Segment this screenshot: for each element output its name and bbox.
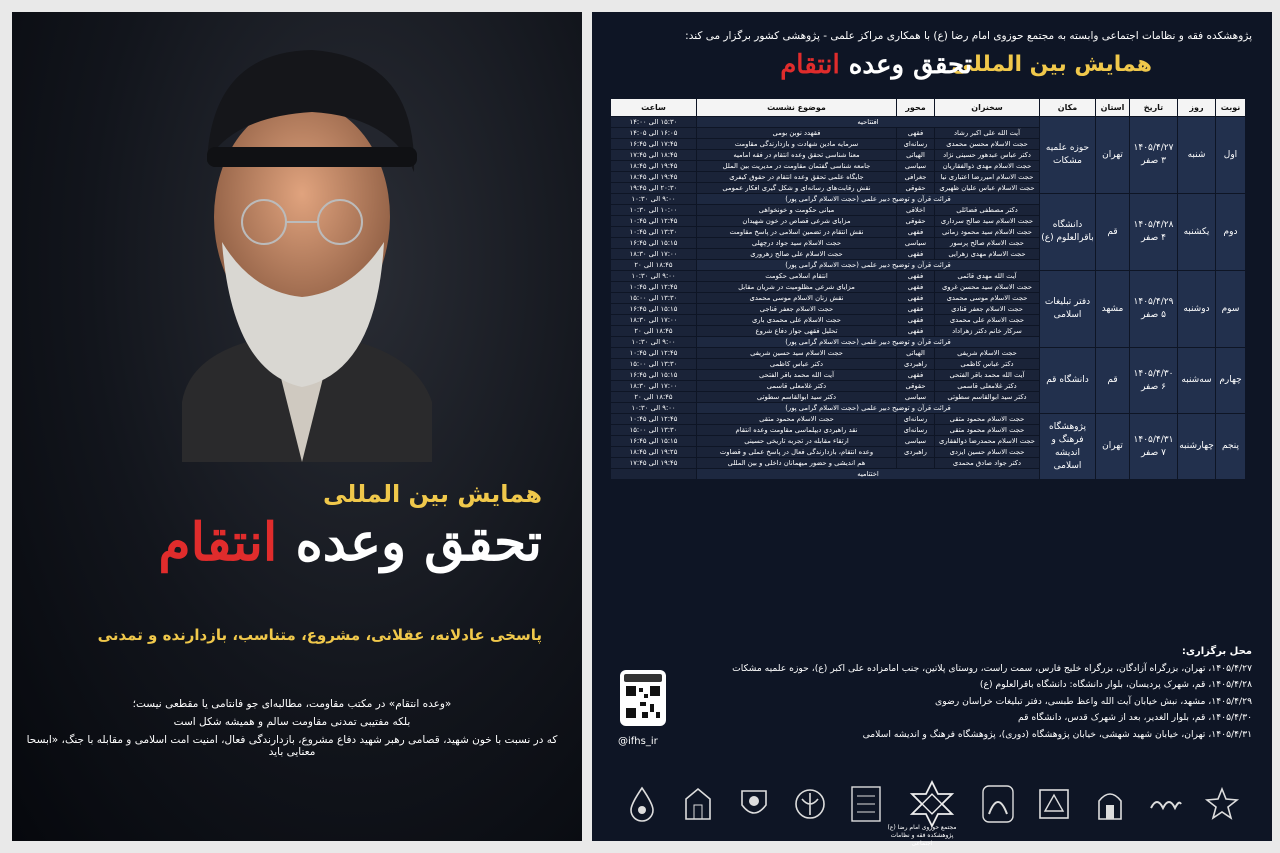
axis-cell: رسانه‌ای: [897, 414, 935, 425]
venues-block: [692, 644, 1252, 743]
speaker-cell: آیت الله محمد باقر الفتحی: [935, 370, 1040, 381]
session-date-shamsi: ۱۴۰۵/۴/۲۹: [1133, 297, 1174, 307]
sponsor-logo-wave-icon: [1146, 784, 1186, 824]
topic-cell: مزایای شرعی قصاص در خون شهیدان: [697, 216, 897, 227]
axis-cell: سیاسی: [897, 436, 935, 447]
speaker-cell: حجت الاسلام عباس علیان ظهیری: [935, 183, 1040, 194]
topic-cell: جایگاه علمی تحقق وعده انتقام در حقوق کیفری: [697, 172, 897, 183]
quote-line-2: بلکه مفتیبی تمدنی مقاومت سالم و همیشه شکل است: [173, 716, 411, 728]
session-date-lunar: ۶ صفر: [1141, 381, 1166, 392]
time-cell: ۱۸:۴۵ الی ۱۷:۴۵: [611, 150, 697, 161]
topic-cell: نقد راهبردی دیپلماسی مقاومت وعده انتقام: [697, 425, 897, 436]
venue-item: ۱۴۰۵/۴/۲۹، مشهد، نبش خیابان آیت الله واعظ طبسی، دفتر تبلیغات خراسان رضوی: [935, 695, 1252, 707]
speaker-cell: حجت الاسلام سید محسن غروی: [935, 282, 1040, 293]
axis-cell: فقهی: [897, 304, 935, 315]
session-full-row: قرائت قرآن و توضیح دبیر علمی (حجت الاسلام گرامی پور): [697, 194, 1040, 205]
speaker-cell: دکتر غلامعلی قاسمی: [935, 381, 1040, 392]
table-header-cell: موضوع نشست: [697, 99, 897, 117]
axis-cell: فقهی: [897, 227, 935, 238]
table-row: [611, 414, 1246, 425]
speaker-cell: دکتر جواد صادق محمدی: [935, 458, 1040, 469]
session-date: [1130, 271, 1178, 348]
speaker-cell: حجت الاسلام مهدی زهرایی: [935, 249, 1040, 260]
table-header-cell: سخنران: [935, 99, 1040, 117]
session-province: تهران: [1096, 414, 1130, 480]
axis-cell: راهبردی: [897, 359, 935, 370]
axis-cell: سیاسی: [897, 161, 935, 172]
time-cell: ۱۸:۴۵ الی ۲۰: [611, 326, 697, 337]
left-title-part1: تحقق وعده: [277, 512, 542, 573]
axis-cell: فقهی: [897, 282, 935, 293]
speaker-cell: حجت الاسلام صالح پرسور: [935, 238, 1040, 249]
topic-cell: نقش زنان الاسلام موسی محمدی: [697, 293, 897, 304]
social-handle[interactable]: @ifhs_ir: [618, 736, 658, 747]
topic-cell: فقهدد نوبن بومی: [697, 128, 897, 139]
topic-cell: حجت الاسلام محمود متقی: [697, 414, 897, 425]
sponsor-logo-main-emblem-icon: [902, 778, 962, 830]
session-province: قم: [1096, 348, 1130, 414]
time-cell: ۱۳:۳۰ الی ۱۵:۰۰: [611, 359, 697, 370]
session-full-row: قرائت قرآن و توضیح دبیر علمی (حجت الاسلام گرامی پور): [697, 403, 1040, 414]
axis-cell: الهیاتی: [897, 348, 935, 359]
venue-item: ۱۴۰۵/۴/۳۰، قم، بلوار الغدیر، بعد از شهرک قدس، دانشگاه قم: [1018, 712, 1252, 723]
speaker-cell: حجت الاسلام محمود متقی: [935, 425, 1040, 436]
sponsor-logo-calligraphy-icon: [978, 784, 1018, 824]
time-cell: ۲۰:۳۰ الی ۱۹:۴۵: [611, 183, 697, 194]
time-cell: ۱۷:۰۰ الی ۱۸:۳۰: [611, 381, 697, 392]
table-header-cell: محور: [897, 99, 935, 117]
session-day: شنبه: [1178, 117, 1216, 194]
topic-cell: تحلیل فقهی جواز دفاع شروع: [697, 326, 897, 337]
time-cell: ۱۳:۳۰ الی ۱۵:۰۰: [611, 425, 697, 436]
left-title-part2: انتقام: [158, 512, 278, 573]
table-body: [611, 117, 1246, 480]
session-province: مشهد: [1096, 271, 1130, 348]
topic-cell: دکتر سید ابوالقاسم سطوتی: [697, 392, 897, 403]
right-title-part1: تحقق وعده: [839, 50, 972, 80]
portrait-image: [152, 42, 452, 462]
topic-cell: مبانی حکومت و خونخواهی: [697, 205, 897, 216]
session-turn: دوم: [1216, 194, 1246, 271]
time-cell: ۹:۰۰ الی ۱۰:۳۰: [611, 194, 697, 205]
sponsor-logo-square-icon: [1034, 784, 1074, 824]
time-cell: ۱۷:۰۰ الی ۱۸:۳۰: [611, 315, 697, 326]
main-emblem-label: مجتمع حوزوی امام رضا (ع) پژوهشکده فقه و نظامات اجتماعی: [887, 824, 957, 847]
venue-item: ۱۴۰۵/۴/۲۷، تهران، بزرگراه آزادگان، بزرگراه خلیج فارس، سمت راست، روستای پلاتین، جنب امامزاده علی اکبر (ع)، حوزه علمیه مشکات: [732, 662, 1252, 674]
time-cell: ۱۵:۱۵ الی ۱۶:۴۵: [611, 370, 697, 381]
axis-cell: سیاسی: [897, 392, 935, 403]
time-cell: ۱۳:۳۰ الی ۱۵:۰۰: [611, 293, 697, 304]
time-cell: ۱۰:۰۰ الی ۱۰:۳۰: [611, 205, 697, 216]
time-cell: ۹:۰۰ الی ۱۰:۳۰: [611, 403, 697, 414]
topic-cell: حجت الاسلام سید حسین شریفی: [697, 348, 897, 359]
time-cell: ۱۲:۴۵ الی ۱۰:۴۵: [611, 348, 697, 359]
time-cell: ۹:۰۰ الی ۱۰:۳۰: [611, 337, 697, 348]
session-date-lunar: ۳ صفر: [1141, 156, 1166, 166]
topic-cell: نقش رقابت‌های رسانه‌ای و شکل گیری افکار عمومی: [697, 183, 897, 194]
session-place: دانشگاه باقرالعلوم (ع): [1040, 194, 1096, 271]
session-day: دوشنبه: [1178, 271, 1216, 348]
time-cell: ۱۷:۴۵ الی ۱۶:۴۵: [611, 139, 697, 150]
session-day: چهارشنبه: [1178, 414, 1216, 480]
speaker-cell: آیت الله مهدی قائمی: [935, 271, 1040, 282]
session-date-shamsi: ۱۴۰۵/۴/۳۰: [1133, 368, 1174, 379]
sponsor-logo-book-icon: [846, 784, 886, 824]
topic-cell: دکتر غلامعلی قاسمی: [697, 381, 897, 392]
axis-cell: فقهی: [897, 271, 935, 282]
axis-cell: فقهی: [897, 326, 935, 337]
axis-cell: فقهی: [897, 315, 935, 326]
left-poster: [12, 12, 582, 841]
left-subtitle: پاسخی عادلانه، عقلانی، مشروع، متناسب، بازدارنده و تمدنی: [97, 626, 542, 644]
time-cell: ۱۹:۲۵ الی ۱۸:۴۵: [611, 447, 697, 458]
speaker-cell: حجت الاسلام محمدرضا ذوالفقاری: [935, 436, 1040, 447]
right-title-part2: انتقام: [780, 50, 840, 80]
session-place: حوزه علمیه مشکات: [1040, 117, 1096, 194]
table-header-cell: روز: [1178, 99, 1216, 117]
table-row: [611, 117, 1246, 128]
time-cell: ۱۲:۴۵ الی ۱۰:۴۵: [611, 282, 697, 293]
session-place: پژوهشگاه فرهنگ و اندیشه اسلامی: [1040, 414, 1096, 480]
speaker-cell: حجت الاسلام سید صالح سرداری: [935, 216, 1040, 227]
session-place: دانشگاه قم: [1040, 348, 1096, 414]
time-cell: ۱۵:۱۵ الی ۱۶:۴۵: [611, 436, 697, 447]
session-full-row: قرائت قرآن و توضیح دبیر علمی (حجت الاسلام گرامی پور): [697, 337, 1040, 348]
speaker-cell: دکتر سید ابوالقاسم سطوتی: [935, 392, 1040, 403]
table-row: [611, 194, 1246, 205]
table-row: [611, 348, 1246, 359]
speaker-cell: حجت الاسلام حسین ایزدی: [935, 447, 1040, 458]
sponsor-logo-house-icon: [678, 784, 718, 824]
session-date-lunar: ۴ صفر: [1141, 233, 1166, 243]
speaker-cell: آیت الله علی اکبر رشاد: [935, 128, 1040, 139]
session-full-row: افتتاحیه: [697, 117, 1040, 128]
session-date-shamsi: ۱۴۰۵/۴/۲۷: [1133, 143, 1174, 153]
schedule-table: [610, 98, 1246, 480]
topic-cell: معنا شناسی تحقق وعده انتقام در فقه امامیه: [697, 150, 897, 161]
axis-cell: سیاسی: [897, 238, 935, 249]
session-full-row: اختتامیه: [697, 469, 1040, 480]
session-day: یکشنبه: [1178, 194, 1216, 271]
axis-cell: حقوقی: [897, 216, 935, 227]
axis-cell: فقهی: [897, 128, 935, 139]
topic-cell: انتقام اسلامی حکومت: [697, 271, 897, 282]
quote-line-1: «وعده انتقام» در مکتب مقاومت، مطالبه‌ای جو فانتامی یا مقطعی نیست؛: [132, 698, 452, 710]
speaker-cell: دکتر مصطفی فضائلی: [935, 205, 1040, 216]
axis-cell: اخلاقی: [897, 205, 935, 216]
right-title-logo: [780, 50, 972, 80]
venues-label: محل برگزاری:: [1181, 646, 1252, 657]
sponsor-logo-arch-icon: [1090, 784, 1130, 824]
topic-cell: سرمایه مادین شهادت و بازدارندگی مقاومت: [697, 139, 897, 150]
speaker-cell: حجت الاسلام جعفر قنادی: [935, 304, 1040, 315]
session-turn: چهارم: [1216, 348, 1246, 414]
topic-cell: حجت الاسلام علی محمدی باری: [697, 315, 897, 326]
table-header-cell: مکان: [1040, 99, 1096, 117]
left-title-line1: همایش بین المللی: [323, 480, 542, 508]
table-row: [611, 271, 1246, 282]
speaker-cell: حجت الاسلام موسی محمدی: [935, 293, 1040, 304]
topic-cell: دکتر عباس کاظمی: [697, 359, 897, 370]
speaker-cell: حجت الاسلام مهدی ذوالفقاریان: [935, 161, 1040, 172]
time-cell: ۱۲:۴۵ الی ۱۰:۴۵: [611, 216, 697, 227]
speaker-cell: دکتر عباس کاظمی: [935, 359, 1040, 370]
topic-cell: ارتقاء مقابله در تجربه تاریخی حسینی: [697, 436, 897, 447]
time-cell: ۱۹:۴۵ الی ۱۷:۴۵: [611, 458, 697, 469]
speaker-cell: حجت الاسلام سید محمود زمانی: [935, 227, 1040, 238]
time-cell: ۱۵:۱۵ الی ۱۶:۴۵: [611, 304, 697, 315]
speaker-cell: حجت الاسلام محسن محمدی: [935, 139, 1040, 150]
topic-cell: وعده انتقام، بازدارندگی فعال در پاسخ عملی و قضاوت: [697, 447, 897, 458]
session-date-shamsi: ۱۴۰۵/۴/۲۸: [1133, 220, 1174, 230]
axis-cell: الهیاتی: [897, 150, 935, 161]
table-header-cell: نوبت: [1216, 99, 1246, 117]
session-date: [1130, 348, 1178, 414]
table-header-cell: ساعت: [611, 99, 697, 117]
session-date: [1130, 194, 1178, 271]
axis-cell: حقوقی: [897, 381, 935, 392]
speaker-cell: سرکار خانم دکتر زهراداد: [935, 326, 1040, 337]
session-date-lunar: ۷ صفر: [1141, 447, 1166, 458]
session-province: قم: [1096, 194, 1130, 271]
session-turn: پنجم: [1216, 414, 1246, 480]
time-cell: ۱۵:۳۰ الی ۱۴:۰۰: [611, 117, 697, 128]
axis-cell: فقهی: [897, 293, 935, 304]
session-date: [1130, 414, 1178, 480]
axis-cell: فقهی: [897, 249, 935, 260]
speaker-cell: حجت الاسلام علی محمدی: [935, 315, 1040, 326]
time-cell: ۱۳:۳۰ الی ۱۰:۴۵: [611, 227, 697, 238]
axis-cell: راهبردی: [897, 447, 935, 458]
topic-cell: حجت الاسلام علی صالح زهروری: [697, 249, 897, 260]
topic-cell: هم اندیشی و حضور میهمانان داخلی و بین المللی: [697, 458, 897, 469]
venue-item: ۱۴۰۵/۴/۲۸، قم، شهرک پردیسان، بلوار دانشگاه: دانشگاه باقرالعلوم (ع): [979, 679, 1252, 690]
axis-cell: حقوقی: [897, 183, 935, 194]
axis-cell: [897, 458, 935, 469]
sponsor-logo-shield-icon: [734, 784, 774, 824]
table-header-cell: استان: [1096, 99, 1130, 117]
qr-code-icon[interactable]: [620, 670, 666, 726]
left-title-main: [158, 512, 542, 573]
session-turn: اول: [1216, 117, 1246, 194]
session-date-lunar: ۵ صفر: [1141, 310, 1166, 320]
session-date: [1130, 117, 1178, 194]
topic-cell: جامعه شناسی گفتمان مقاومت در مدیریت بین الملل: [697, 161, 897, 172]
right-title: همایش بین المللی: [951, 52, 1152, 77]
axis-cell: جغرافی: [897, 172, 935, 183]
table-header-row: [611, 99, 1246, 117]
sponsor-logo-drop-icon: [622, 784, 662, 824]
topic-cell: نقش انتقام در تضمین اسلامی در پاسخ مقاومت: [697, 227, 897, 238]
sponsor-logo-crest-icon: [790, 784, 830, 824]
time-cell: ۱۷:۰۰ الی ۱۸:۳۰: [611, 249, 697, 260]
topic-cell: آیت الله محمد باقر الفتحی: [697, 370, 897, 381]
sponsor-logo-star-icon: [1202, 784, 1242, 824]
organizer-header: پژوهشکده فقه و نظامات اجتماعی وابسته به مجتمع حوزوی امام رضا (ع) با همکاری مراکز علمی - پژوهشی کشور برگزار می کند:: [685, 30, 1252, 42]
axis-cell: رسانه‌ای: [897, 425, 935, 436]
session-full-row: قرائت قرآن و توضیح دبیر علمی (حجت الاسلام گرامی پور): [697, 260, 1040, 271]
session-turn: سوم: [1216, 271, 1246, 348]
speaker-cell: حجت الاسلام امیررضا اعتباری نیا: [935, 172, 1040, 183]
time-cell: [611, 469, 697, 480]
time-cell: ۱۹:۴۵ الی ۱۸:۴۵: [611, 161, 697, 172]
time-cell: ۱۶:۰۵ الی ۱۴:۰۵: [611, 128, 697, 139]
session-province: تهران: [1096, 117, 1130, 194]
time-cell: ۹:۰۰ الی ۱۰:۳۰: [611, 271, 697, 282]
topic-cell: حجت الاسلام سید جواد درچهلی: [697, 238, 897, 249]
speaker-cell: حجت الاسلام محمود متقی: [935, 414, 1040, 425]
session-day: سه‌شنبه: [1178, 348, 1216, 414]
right-poster: [592, 12, 1272, 847]
venue-item: ۱۴۰۵/۴/۳۱، تهران، خیابان شهید شهشی، خیابان پژوهشگاه (دوری)، پژوهشگاه فرهنگ و اندیشه اسلامی: [862, 728, 1252, 740]
time-cell: ۱۸:۴۵ الی ۲۰: [611, 260, 697, 271]
quote-line-3: که در نسبت با خون شهید، قصامی رهبر شهید دفاع مشروع، بازدارندگی فعال، امنیت امت اسلامی و مقابله با جنگ، «ابسحا معنایی باید: [26, 734, 558, 758]
axis-cell: رسانه‌ای: [897, 139, 935, 150]
axis-cell: فقهی: [897, 370, 935, 381]
time-cell: ۱۸:۴۵ الی ۲۰: [611, 392, 697, 403]
topic-cell: مزایای شرعی مظلومیت در شریان مقابل: [697, 282, 897, 293]
time-cell: ۱۹:۴۵ الی ۱۸:۴۵: [611, 172, 697, 183]
speaker-cell: حجت الاسلام شریفی: [935, 348, 1040, 359]
time-cell: ۱۵:۱۵ الی ۱۶:۴۵: [611, 238, 697, 249]
session-date-shamsi: ۱۴۰۵/۴/۳۱: [1133, 434, 1174, 445]
session-place: دفتر تبلیغات اسلامی: [1040, 271, 1096, 348]
table-header-cell: تاریخ: [1130, 99, 1178, 117]
speaker-cell: دکتر عباس عبدهور حسینی نژاد: [935, 150, 1040, 161]
topic-cell: حجت الاسلام جعفر قناجی: [697, 304, 897, 315]
time-cell: ۱۲:۴۵ الی ۱۰:۴۵: [611, 414, 697, 425]
